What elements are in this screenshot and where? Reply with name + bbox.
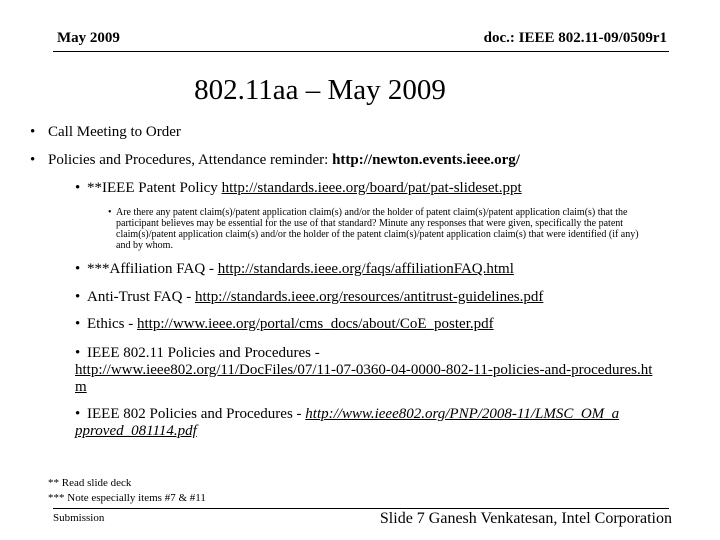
note-items: *** Note especially items #7 & #11 [48, 492, 206, 504]
bullet-802-policies: • IEEE 802 Policies and Procedures - http://www.ieee802.org/PNP/2008-11/LMSC_OM_approved_081114.pdf [75, 406, 620, 439]
note-read-slide-deck: ** Read slide deck [48, 477, 132, 489]
footer-slide-info: Slide 7 Ganesh Venkatesan, Intel Corporation [379, 510, 672, 527]
bullet-policies: • Policies and Procedures, Attendance reminder: http://newton.events.ieee.org/ [30, 152, 520, 168]
footer-divider [53, 508, 669, 509]
patent-policy-link[interactable]: http://standards.ieee.org/board/pat/pat-slideset.ppt [221, 180, 522, 196]
header-date: May 2009 [57, 30, 120, 46]
bullet-ethics: • Ethics - http://www.ieee.org/portal/cms_docs/about/CoE_poster.pdf [75, 316, 494, 332]
policies-80211-link[interactable]: http://www.ieee802.org/11/DocFiles/07/11-07-0360-04-0000-802-11-policies-and-procedures.htm [75, 362, 653, 395]
bullet-anti-trust-faq: • Anti-Trust FAQ - http://standards.ieee.org/resources/antitrust-guidelines.pdf [75, 289, 544, 305]
header-doc-id: doc.: IEEE 802.11-09/0509r1 [483, 30, 667, 46]
bullet-affiliation-faq: • ***Affiliation FAQ - http://standards.ieee.org/faqs/affiliationFAQ.html [75, 261, 514, 277]
bullet-call-meeting: • Call Meeting to Order [30, 124, 181, 140]
patent-question: • Are there any patent claim(s)/patent application claim(s) and/or the holder of patent claim(s)/patent application claim(s) that the participant believes may be essential for the use of that standard? Minute any responses that were given, specifically the patent claim(s)/patent application claim(s) and/or the holder of the patent claim(s)/patent application claim(s) that were identified (if any) and by whom. [108, 207, 639, 251]
policies-802-link[interactable]: http://www.ieee802.org/PNP/2008-11/LMSC_OM_approved_081114.pdf [75, 406, 620, 439]
bullet-80211-policies: • IEEE 802.11 Policies and Procedures - http://www.ieee802.org/11/DocFiles/07/11-07-0360-04-0000-802-11-policies-and-procedures.htm [75, 345, 653, 395]
anti-trust-link[interactable]: http://standards.ieee.org/resources/antitrust-guidelines.pdf [194, 289, 544, 305]
header-divider [53, 51, 669, 52]
footnotes [48, 476, 206, 506]
bullet-patent-policy: • **IEEE Patent Policy http://standards.ieee.org/board/pat/pat-slideset.ppt [75, 180, 522, 196]
newton-link-text[interactable]: http://newton.events.ieee.org/ [332, 152, 520, 168]
affiliation-faq-link[interactable]: http://standards.ieee.org/faqs/affiliationFAQ.html [217, 261, 514, 277]
slide-title: 802.11aa – May 2009 [194, 74, 446, 106]
footer-submission: Submission [53, 512, 105, 524]
ethics-link[interactable]: http://www.ieee.org/portal/cms_docs/about/CoE_poster.pdf [137, 316, 494, 332]
